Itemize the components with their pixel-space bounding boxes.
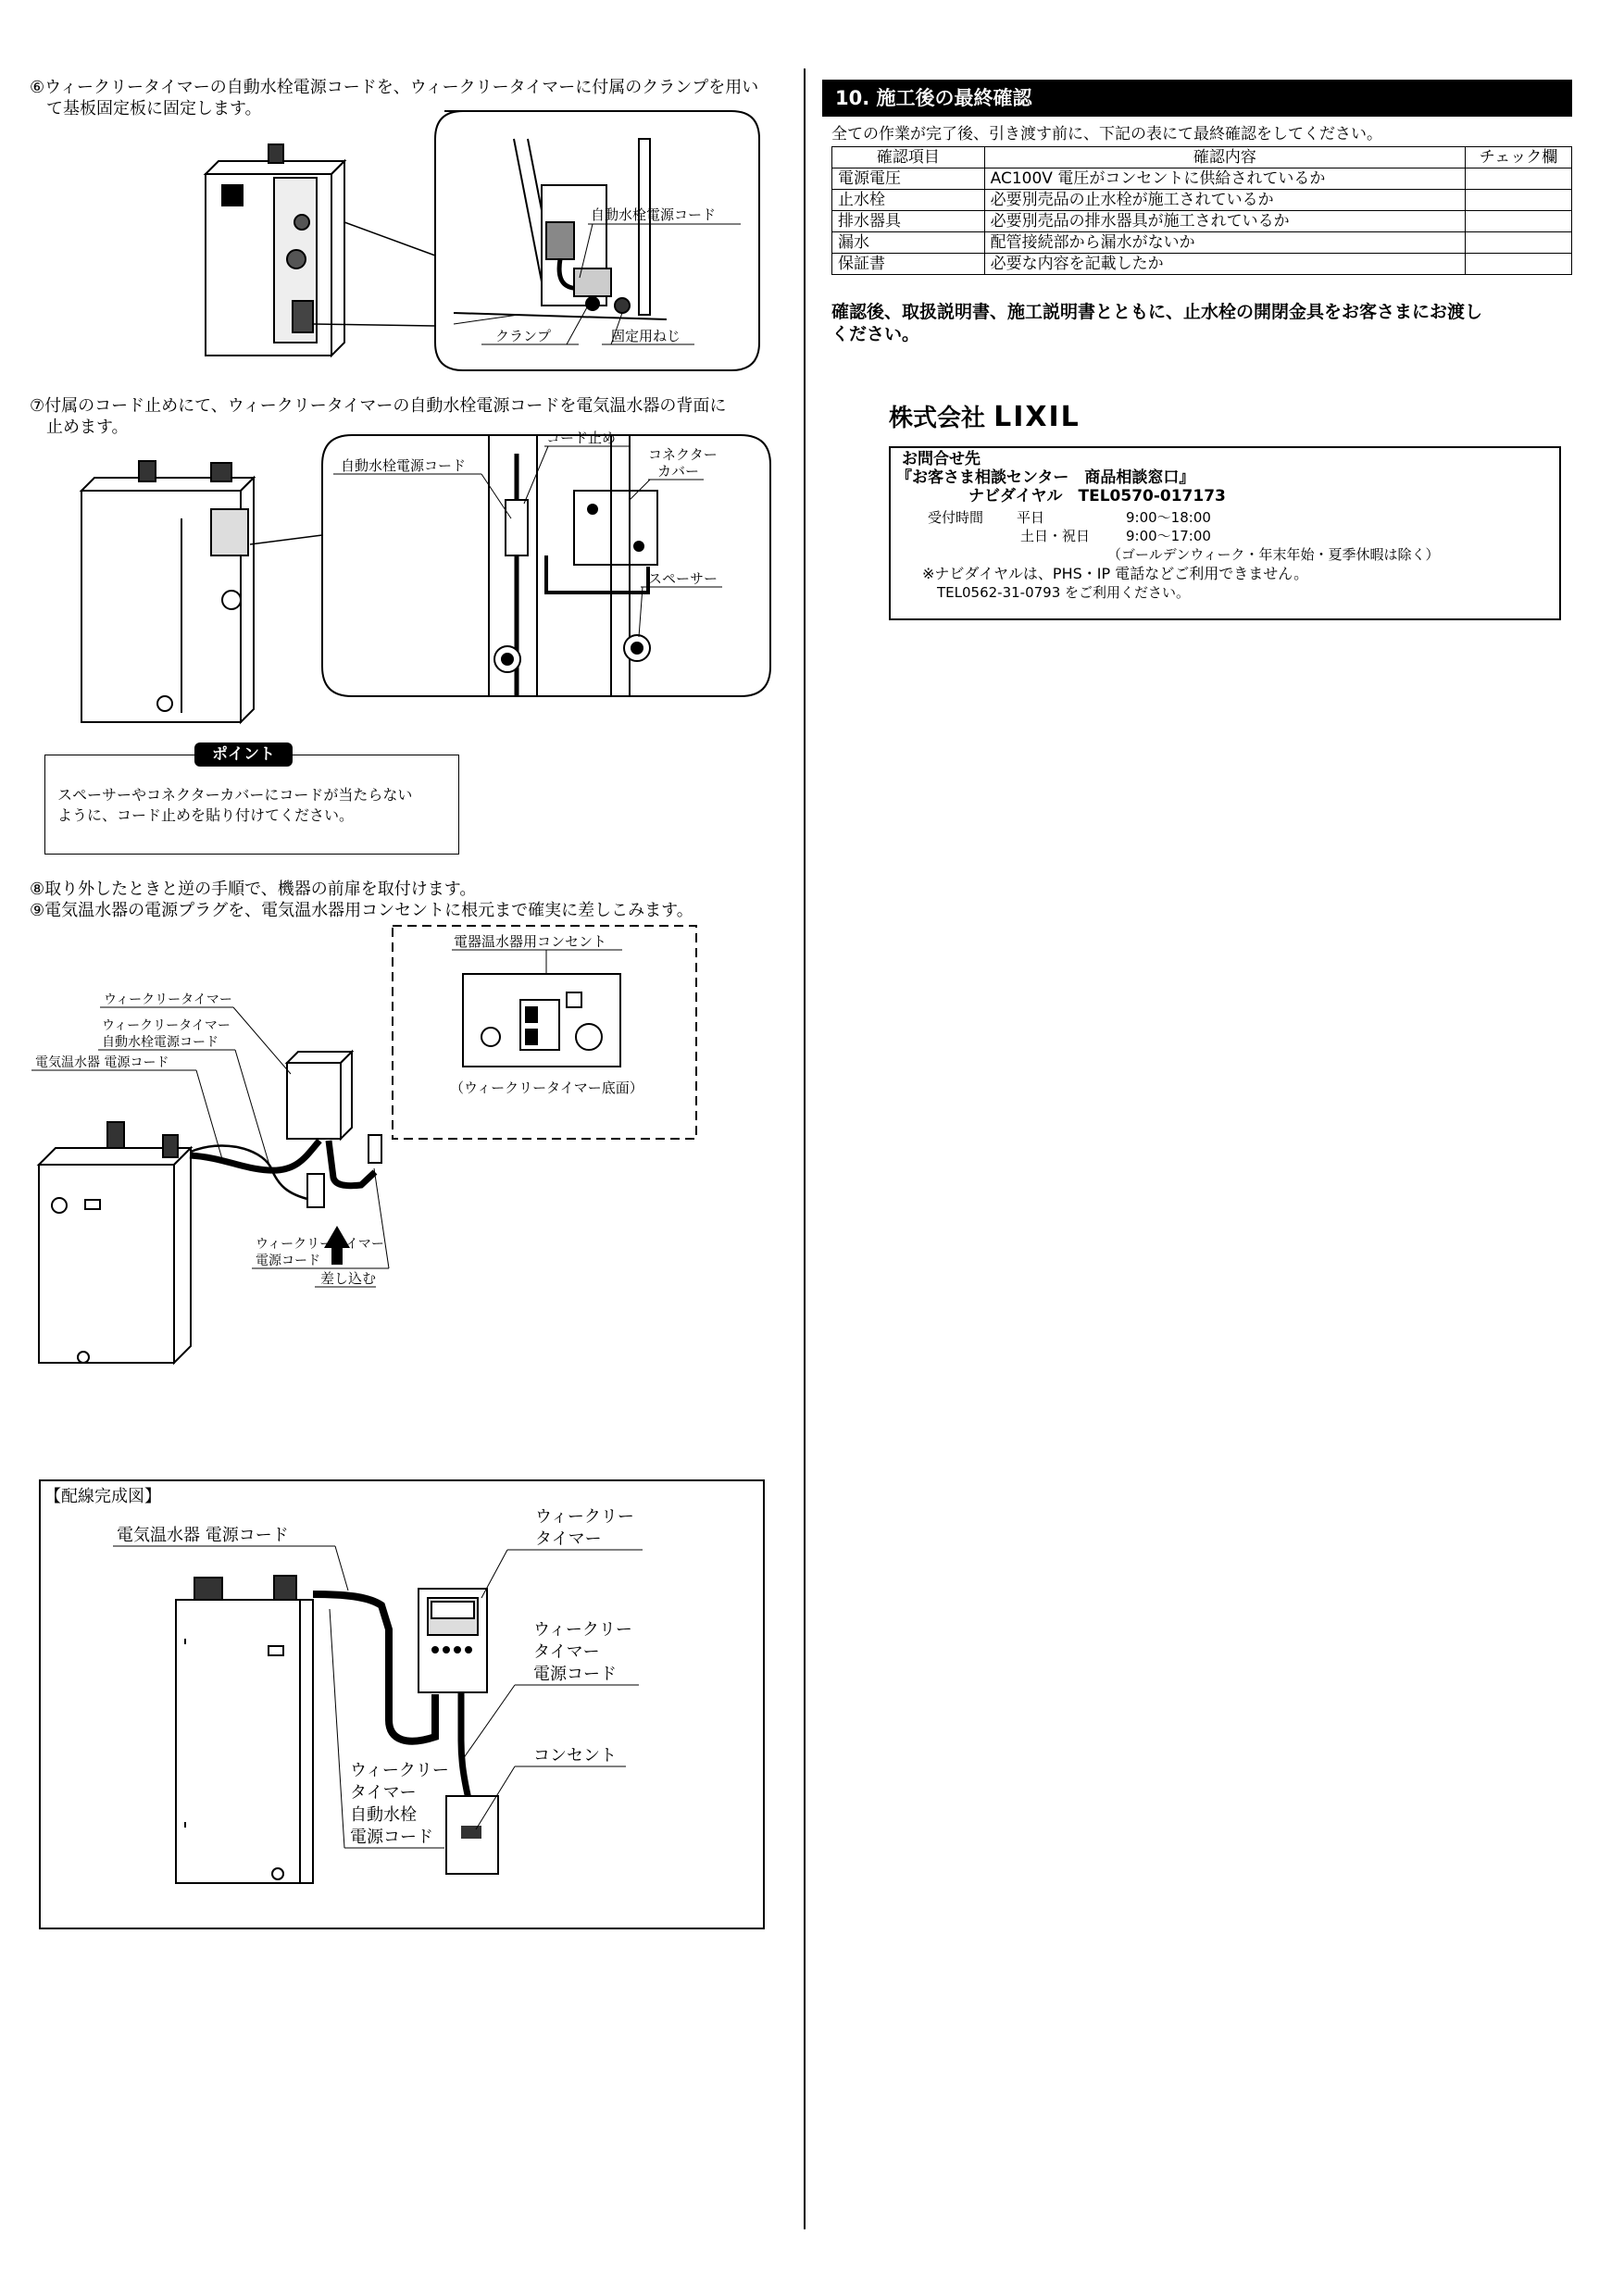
step7-line2: 止めます。 xyxy=(46,418,129,437)
table-row xyxy=(832,190,1572,211)
row-item: 電源電圧 xyxy=(832,168,985,190)
contact-weekend: 土日・祝日 xyxy=(1020,528,1091,544)
point-tag: ポイント xyxy=(194,742,293,767)
step7-label-stopper: コード止め xyxy=(546,430,617,446)
fig9-outlet-label: 電器温水器用コンセント xyxy=(454,933,607,950)
wiring-timer-power-2: タイマー xyxy=(533,1642,600,1662)
contact-weekend-time: 9:00～17:00 xyxy=(1126,528,1211,544)
wiring-title: 【配線完成図】 xyxy=(44,1487,161,1506)
table-header-row xyxy=(832,147,1572,168)
contact-phs-note: ※ナビダイヤルは、PHS・IP 電話などご利用できません。 xyxy=(922,565,1309,582)
step6-label-cord: 自動水栓電源コード xyxy=(591,206,717,223)
fig9-timer-label: ウィークリータイマー xyxy=(104,992,232,1007)
contact-navi: ナビダイヤル TEL0570-017173 xyxy=(968,487,1226,505)
step6-label-clamp: クランプ xyxy=(495,328,552,344)
step7-label-connector1: コネクター xyxy=(648,446,718,463)
header-check: チェック欄 xyxy=(1466,147,1572,168)
row-content: AC100V 電圧がコンセントに供給されているか xyxy=(984,168,1465,190)
step8-text: ⑧取り外したときと逆の手順で、機器の前扉を取付けます。 xyxy=(30,880,477,899)
column-divider xyxy=(804,69,806,2229)
fig9-timer-cord-2: 自動水栓電源コード xyxy=(102,1035,219,1050)
check-table xyxy=(831,146,1572,275)
step7-line1: ⑦付属のコード止めにて、ウィークリータイマーの自動水栓電源コードを電気温水器の背面に xyxy=(30,396,727,416)
row-content: 配管接続部から漏水がないか xyxy=(984,232,1465,254)
contact-center: 『お客さま相談センター 商品相談窓口』 xyxy=(896,468,1195,487)
wiring-autocord-3: 自動水栓 xyxy=(350,1805,417,1825)
contact-weekday: 平日 xyxy=(1017,509,1045,526)
wiring-timer-label-1: ウィークリー xyxy=(535,1507,634,1527)
table-row xyxy=(832,254,1572,275)
table-row xyxy=(832,168,1572,190)
point-line1: スペーサーやコネクターカバーにコードが当たらない xyxy=(57,786,413,804)
wiring-timer-power-1: ウィークリー xyxy=(533,1620,632,1640)
contact-holiday-note: （ゴールデンウィーク・年末年始・夏季休暇は除く） xyxy=(1107,546,1440,563)
fig9-timer-cord-1: ウィークリータイマー xyxy=(102,1018,231,1033)
fig9-timer-power-2: 電源コード xyxy=(256,1254,320,1268)
row-item: 排水器具 xyxy=(832,211,985,232)
contact-weekday-time: 9:00～18:00 xyxy=(1126,509,1211,526)
wiring-timer-label-2: タイマー xyxy=(535,1529,602,1549)
row-check-cell[interactable] xyxy=(1466,254,1572,275)
point-line2: ように、コード止めを貼り付けてください。 xyxy=(57,806,355,824)
row-check-cell[interactable] xyxy=(1466,211,1572,232)
wiring-figure xyxy=(0,0,806,1944)
row-content: 必要別売品の排水器具が施工されているか xyxy=(984,211,1465,232)
wiring-timer-power-3: 電源コード xyxy=(533,1665,617,1684)
step7-label-cord: 自動水栓電源コード xyxy=(341,457,467,474)
company-name: LIXIL xyxy=(993,401,1081,433)
row-check-cell[interactable] xyxy=(1466,168,1572,190)
wiring-timer-illustration xyxy=(418,1589,487,1692)
after-note-1: 確認後、取扱説明書、施工説明書とともに、止水栓の開閉金具をお客さまにお渡し xyxy=(831,302,1483,322)
row-content: 必要別売品の止水栓が施工されているか xyxy=(984,190,1465,211)
step6-line2: て基板固定板に固定します。 xyxy=(46,99,262,119)
table-row xyxy=(832,211,1572,232)
fig9-insert-label: 差し込む xyxy=(320,1270,377,1287)
wiring-outlet-label: コンセント xyxy=(533,1746,617,1766)
table-row xyxy=(832,232,1572,254)
wiring-autocord-4: 電源コード xyxy=(350,1828,433,1847)
wiring-heater-illustration xyxy=(176,1576,313,1883)
check-intro: 全ての作業が完了後、引き渡す前に、下記の表にて最終確認をしてください。 xyxy=(831,125,1382,144)
wiring-heater-cord-label: 電気温水器 電源コード xyxy=(117,1526,289,1545)
header-item: 確認項目 xyxy=(832,147,985,168)
fig9-timer-power-1: ウィークリータイマー xyxy=(256,1237,384,1252)
row-item: 保証書 xyxy=(832,254,985,275)
fig9-heater-cord: 電気温水器 電源コード xyxy=(35,1055,169,1070)
company-prefix: 株式会社 xyxy=(889,405,986,432)
row-content: 必要な内容を記載したか xyxy=(984,254,1465,275)
company-logo xyxy=(889,401,1081,433)
step7-label-spacer: スペーサー xyxy=(648,570,718,587)
contact-title: お問合せ先 xyxy=(902,450,981,468)
row-item: 止水栓 xyxy=(832,190,985,211)
row-item: 漏水 xyxy=(832,232,985,254)
wiring-autocord-1: ウィークリー xyxy=(350,1761,449,1780)
contact-hours-label: 受付時間 xyxy=(928,509,984,526)
step9-text: ⑨電気温水器の電源プラグを、電気温水器用コンセントに根元まで確実に差しこみます。 xyxy=(30,901,693,920)
after-note-2: ください。 xyxy=(831,324,920,344)
step6-label-screw: 固定用ねじ xyxy=(611,328,681,344)
contact-alt-tel: TEL0562-31-0793 をご利用ください。 xyxy=(937,584,1191,601)
step7-label-connector2: カバー xyxy=(657,463,700,480)
row-check-cell[interactable] xyxy=(1466,232,1572,254)
wiring-autocord-2: タイマー xyxy=(350,1783,417,1803)
header-content: 確認内容 xyxy=(984,147,1465,168)
row-check-cell[interactable] xyxy=(1466,190,1572,211)
fig9-bottom-label: （ウィークリータイマー底面） xyxy=(450,1079,643,1096)
step6-line1: ⑥ウィークリータイマーの自動水栓電源コードを、ウィークリータイマーに付属のクランプを用い xyxy=(30,78,759,97)
section-title: 10. 施工後の最終確認 xyxy=(822,80,1572,117)
